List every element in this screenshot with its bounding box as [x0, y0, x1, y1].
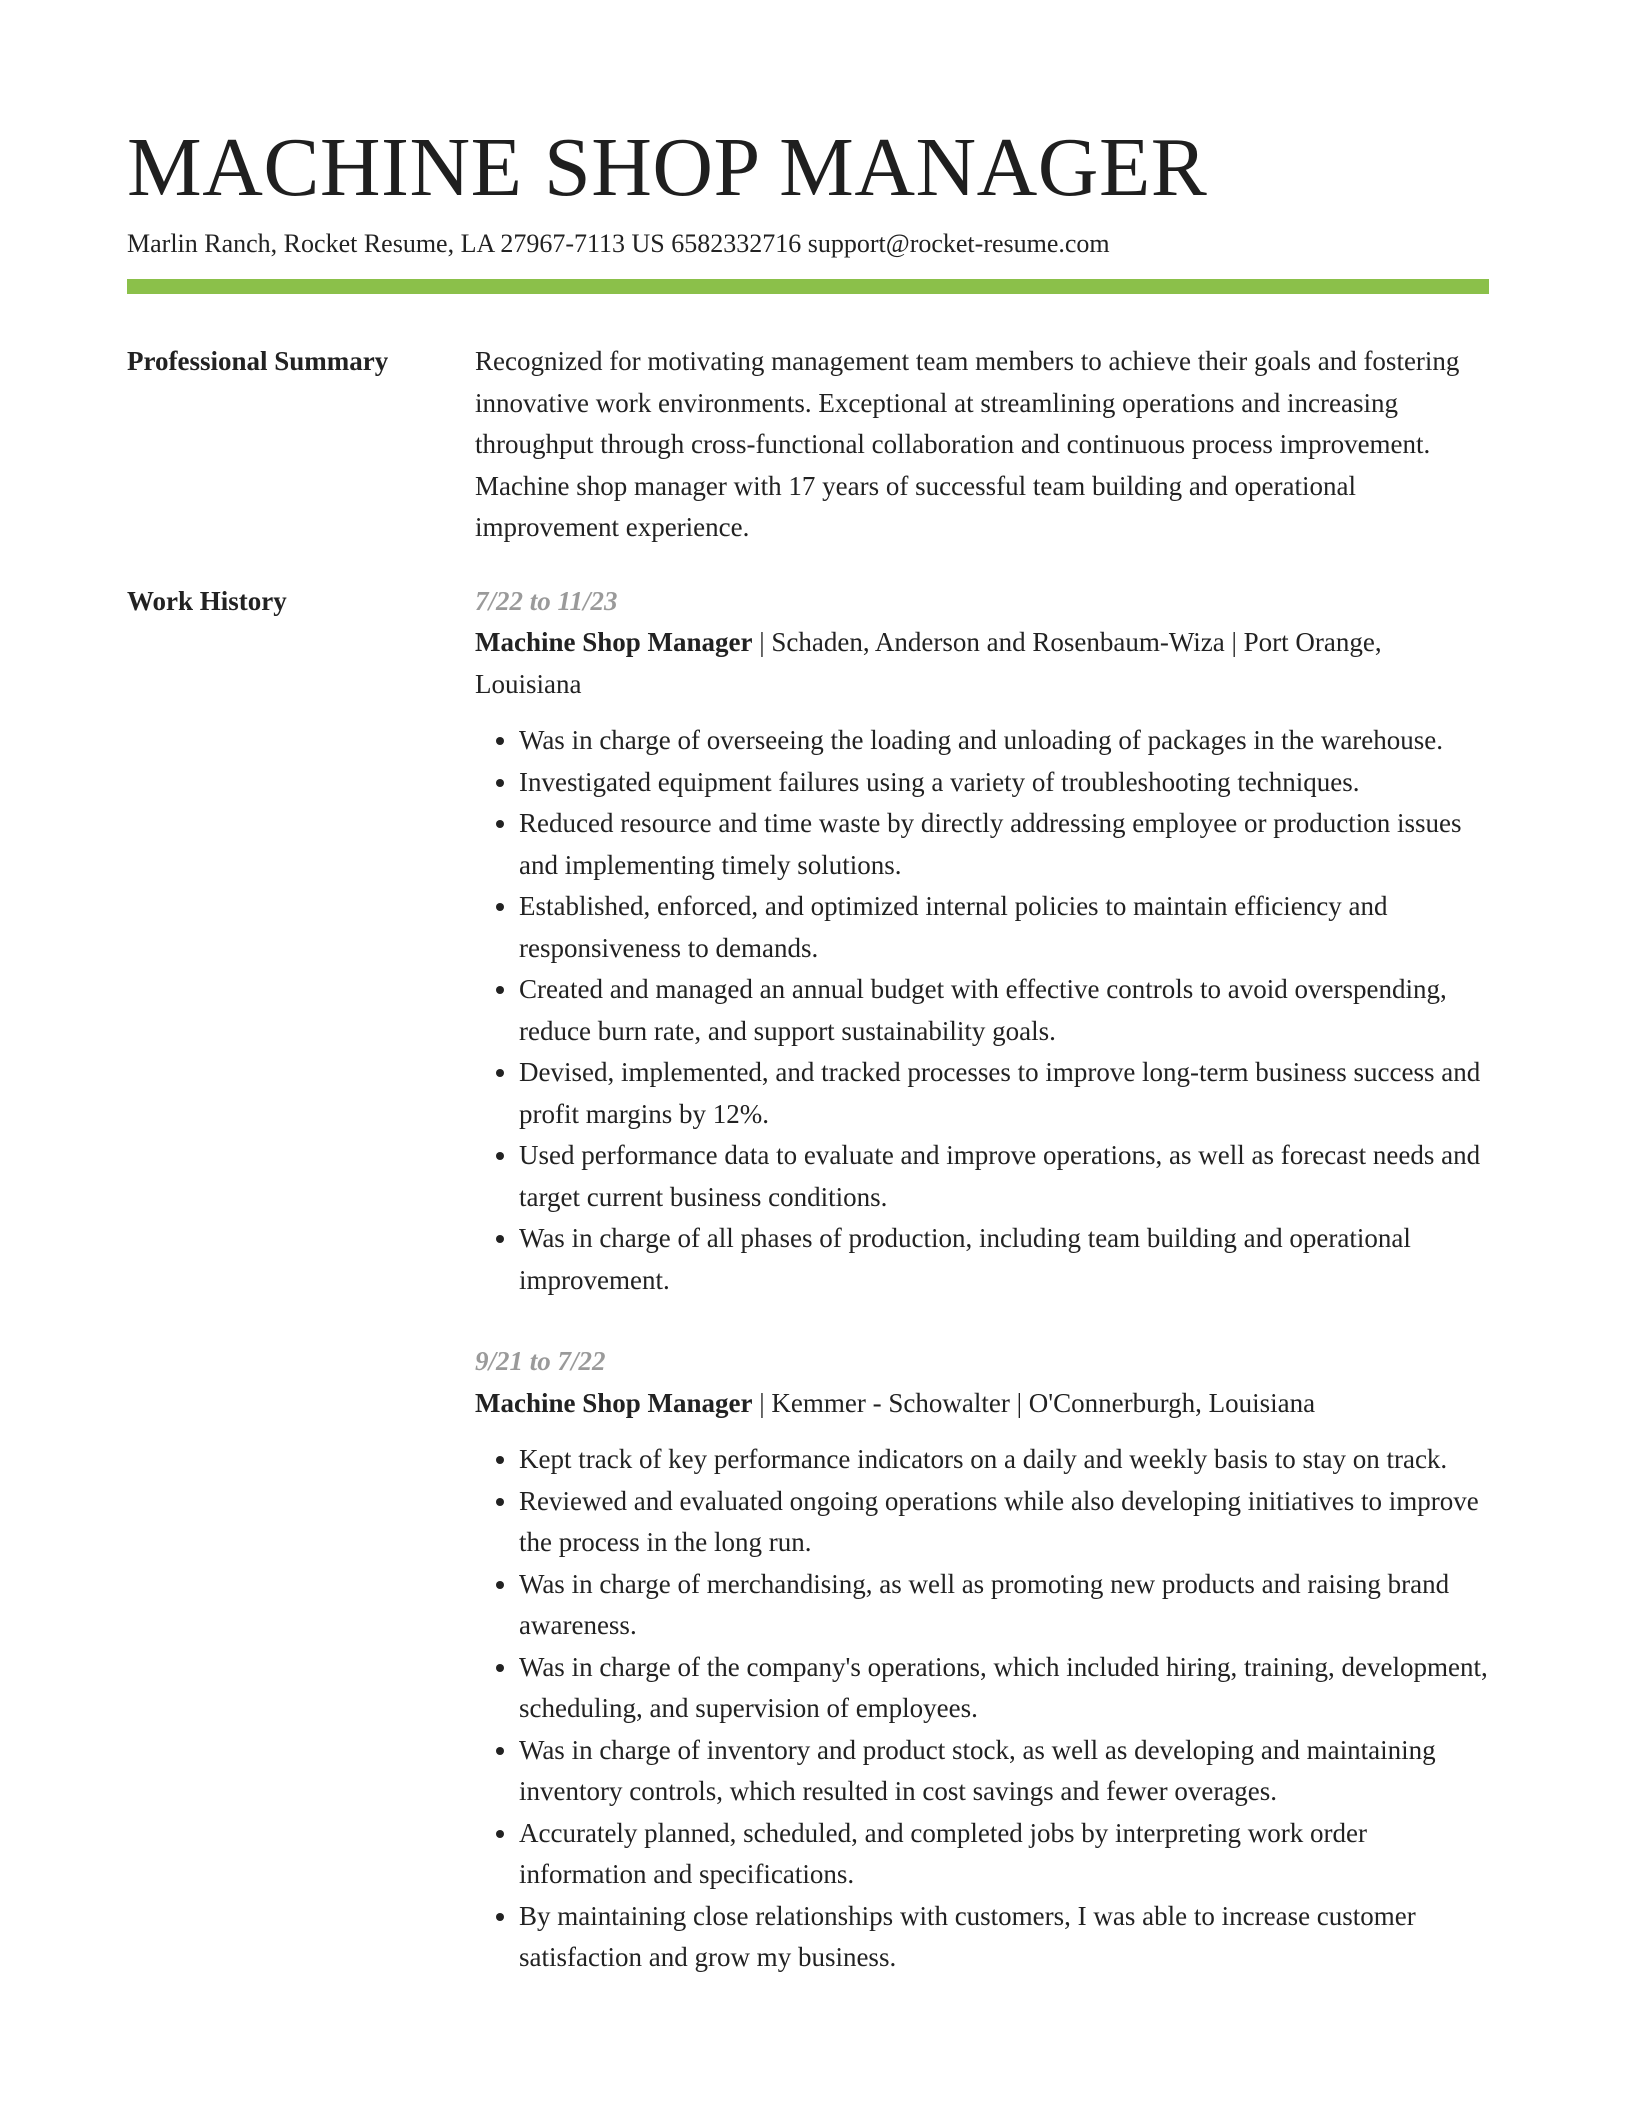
job-bullet: • Used performance data to evaluate and improve operations, as well as forecast needs and target current business conditions. — [519, 1135, 1489, 1218]
job-bullet: • Established, enforced, and optimized internal policies to maintain efficiency and responsiveness to demands. — [519, 886, 1489, 969]
job-bullet: • Created and managed an annual budget with effective controls to avoid overspending, reduce burn rate, and support sustainability goals. — [519, 969, 1489, 1052]
job-title: Machine Shop Manager — [475, 1387, 753, 1418]
job-bullet: • Devised, implemented, and tracked processes to improve long-term business success and profit margins by 12%. — [519, 1052, 1489, 1135]
job-bullets — [475, 720, 1489, 1301]
job-bullet: • Investigated equipment failures using a variety of troubleshooting techniques. — [519, 762, 1489, 804]
job-bullet: • Accurately planned, scheduled, and completed jobs by interpreting work order information and specifications. — [519, 1813, 1489, 1896]
resume-page — [127, 118, 1489, 1979]
work-history-list — [475, 581, 1489, 1979]
contact-phone: 6582332716 — [671, 229, 802, 258]
contact-line — [127, 226, 1489, 262]
summary-section — [127, 341, 1489, 549]
contact-email: support@rocket-resume.com — [807, 229, 1110, 258]
job-bullet: • Reviewed and evaluated ongoing operations while also developing initiatives to improve the process in the long run. — [519, 1481, 1489, 1564]
job-bullet: • Was in charge of all phases of production, including team building and operational improvement. — [519, 1218, 1489, 1301]
job-bullet: • Reduced resource and time waste by directly addressing employee or production issues and implementing timely solutions. — [519, 803, 1489, 886]
job-bullets — [475, 1439, 1489, 1979]
job-employer-location: | Schaden, Anderson and Rosenbaum-Wiza | Port Orange, Louisiana — [475, 627, 1382, 699]
job-bullet: • By maintaining close relationships with customers, I was able to increase customer satisfaction and grow my business. — [519, 1896, 1489, 1979]
job-employer-location: | Kemmer - Schowalter | O'Connerburgh, Louisiana — [752, 1387, 1316, 1418]
job-position-line — [475, 1383, 1489, 1425]
work-history-section — [127, 581, 1489, 1979]
job-entry — [475, 581, 1489, 1302]
job-bullet: • Was in charge of overseeing the loading and unloading of packages in the warehouse. — [519, 720, 1489, 762]
job-dates: 7/22 to 11/23 — [475, 585, 618, 616]
job-entry — [475, 1341, 1489, 1979]
header-divider — [127, 279, 1489, 294]
work-history-title: Work History — [127, 585, 287, 616]
summary-title: Professional Summary — [127, 346, 389, 376]
job-dates: 9/21 to 7/22 — [475, 1346, 606, 1376]
job-position-line — [475, 622, 1489, 705]
contact-address: Marlin Ranch, Rocket Resume, LA 27967-7113 US — [127, 229, 665, 258]
candidate-name: MACHINE SHOP MANAGER — [127, 121, 1208, 214]
job-title: Machine Shop Manager — [475, 627, 753, 657]
job-bullet: • Was in charge of inventory and product stock, as well as developing and maintaining inventory controls, which resulted in cost savings and fewer overages. — [519, 1730, 1489, 1813]
job-bullet: • Kept track of key performance indicators on a daily and weekly basis to stay on track. — [519, 1439, 1489, 1481]
job-bullet: • Was in charge of merchandising, as well as promoting new products and raising brand awareness. — [519, 1564, 1489, 1647]
summary-text: Recognized for motivating management team members to achieve their goals and fostering innovative work environments. Exceptional at streamlining operations and increasing throughput through cross-functional collaboration and continuous process improvement. Machine shop manager with 17 years of successful team building and operational improvement experience. — [475, 346, 1460, 542]
job-bullet: • Was in charge of the company's operations, which included hiring, training, development, scheduling, and supervision of employees. — [519, 1647, 1489, 1730]
